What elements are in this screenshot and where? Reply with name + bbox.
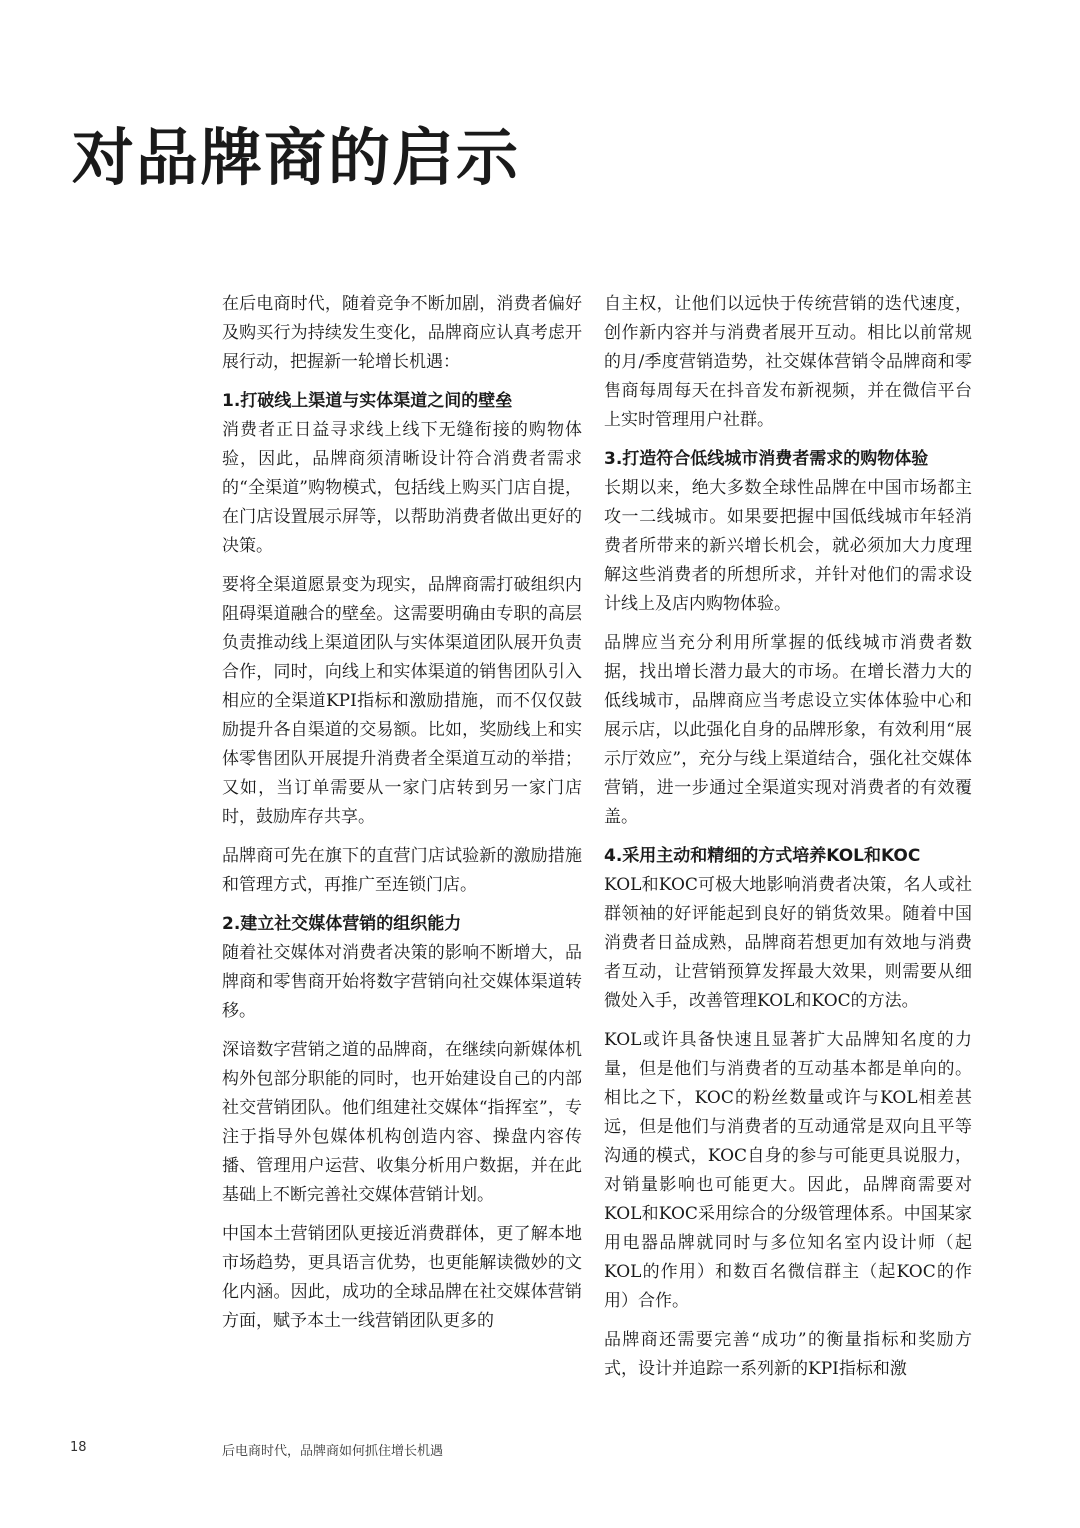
right-column — [604, 290, 972, 1394]
section-3-heading: 3.打造符合低线城市消费者需求的购物体验 — [604, 449, 929, 469]
section-1-paragraph-1: 消费者正日益寻求线上线下无缝衔接的购物体验，因此，品牌商须清晰设计符合消费者需求的“全渠道”购物模式，包括线上购买门店自提，在门店设置展示屏等，以帮助消费者做出更好的决策。 — [222, 420, 582, 556]
section-2-paragraph-1: 随着社交媒体对消费者决策的影响不断增大，品牌商和零售商开始将数字营销向社交媒体渠道转移。 — [222, 943, 582, 1021]
left-column — [222, 290, 582, 1346]
page-title: 对品牌商的启示 — [72, 121, 521, 194]
section-4-paragraph-1: KOL和KOC可极大地影响消费者决策，名人或社群领袖的好评能起到良好的销货效果。随着中国消费者日益成熟，品牌商若想更加有效地与消费者互动，让营销预算发挥最大效果，则需要从细微处入手，改善管理KOL和KOC的方法。 — [604, 875, 972, 1011]
section-2-heading: 2.建立社交媒体营销的组织能力 — [222, 914, 462, 934]
section-1-heading: 1.打破线上渠道与实体渠道之间的壁垒 — [222, 391, 513, 411]
section-3-paragraph-2: 品牌应当充分利用所掌握的低线城市消费者数据，找出增长潜力最大的市场。在增长潜力大的低线城市，品牌商应当考虑设立实体体验中心和展示店，以此强化自身的品牌形象，有效利用“展示厅效应”，充分与线上渠道结合，强化社交媒体营销，进一步通过全渠道实现对消费者的有效覆盖。 — [604, 633, 972, 827]
section-1-paragraph-2: 要将全渠道愿景变为现实，品牌商需打破组织内阻碍渠道融合的壁垒。这需要明确由专职的高层负责推动线上渠道团队与实体渠道团队展开负责合作，同时，向线上和实体渠道的销售团队引入相应的全渠道KPI指标和激励措施，而不仅仅鼓励提升各自渠道的交易额。比如，奖励线上和实体零售团队开展提升消费者全渠道互动的举措；又如，当订单需要从一家门店转到另一家门店时，鼓励库存共享。 — [222, 575, 582, 827]
intro-paragraph: 在后电商时代，随着竞争不断加剧，消费者偏好及购买行为持续发生变化，品牌商应认真考虑开展行动，把握新一轮增长机遇： — [222, 294, 582, 372]
section-1-paragraph-3: 品牌商可先在旗下的直营门店试验新的激励措施和管理方式，再推广至连锁门店。 — [222, 846, 582, 895]
page-number: 18 — [70, 1440, 87, 1455]
continued-paragraph: 自主权，让他们以远快于传统营销的迭代速度，创作新内容并与消费者展开互动。相比以前常规的月/季度营销造势，社交媒体营销令品牌商和零售商每周每天在抖音发布新视频，并在微信平台上实时管理用户社群。 — [604, 294, 972, 430]
section-4-paragraph-3: 品牌商还需要完善“成功”的衡量指标和奖励方式，设计并追踪一系列新的KPI指标和激 — [604, 1330, 972, 1379]
section-2-paragraph-3: 中国本土营销团队更接近消费群体，更了解本地市场趋势，更具语言优势，也更能解读微妙的文化内涵。因此，成功的全球品牌在社交媒体营销方面，赋予本土一线营销团队更多的 — [222, 1224, 582, 1331]
section-4-paragraph-2: KOL或许具备快速且显著扩大品牌知名度的力量，但是他们与消费者的互动基本都是单向的。相比之下，KOC的粉丝数量或许与KOL相差甚远，但是他们与消费者的互动通常是双向且平等沟通的模式，KOC自身的参与可能更具说服力，对销量影响也可能更大。因此，品牌商需要对KOL和KOC采用综合的分级管理体系。中国某家用电器品牌就同时与多位知名室内设计师（起KOL的作用）和数百名微信群主（起KOC的作用）合作。 — [604, 1030, 972, 1311]
section-3-paragraph-1: 长期以来，绝大多数全球性品牌在中国市场都主攻一二线城市。如果要把握中国低线城市年轻消费者所带来的新兴增长机会，就必须加大力度理解这些消费者的所想所求，并针对他们的需求设计线上及店内购物体验。 — [604, 478, 972, 614]
section-4-heading: 4.采用主动和精细的方式培养KOL和KOC — [604, 846, 921, 866]
running-title: 后电商时代，品牌商如何抓住增长机遇 — [222, 1444, 444, 1459]
section-2-paragraph-2: 深谙数字营销之道的品牌商，在继续向新媒体机构外包部分职能的同时，也开始建设自己的内部社交营销团队。他们组建社交媒体“指挥室”，专注于指导外包媒体机构创造内容、操盘内容传播、管理用户运营、收集分析用户数据，并在此基础上不断完善社交媒体营销计划。 — [222, 1040, 582, 1205]
